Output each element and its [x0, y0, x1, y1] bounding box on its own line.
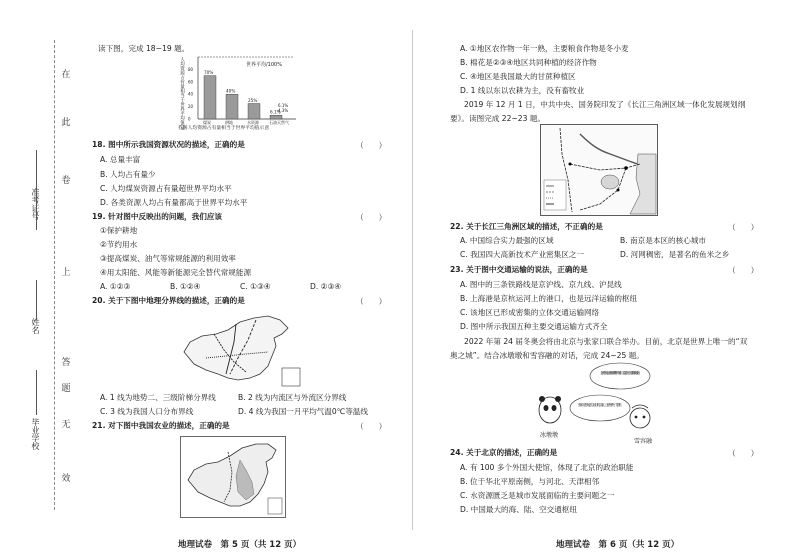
lake — [601, 175, 619, 189]
q19-option-b: B. ①②④ — [170, 282, 201, 291]
y-tick-label: 20 — [188, 104, 194, 110]
map-figure — [176, 312, 304, 390]
lantern-eye — [635, 416, 638, 419]
y-tick-label: 60 — [188, 79, 194, 85]
mascot-1-label: 冰墩墩 — [540, 432, 559, 439]
q24-option-d: D. 中国最大的海、陆、空交通枢纽 — [460, 505, 577, 514]
intro-22-23-line1: 2019 年 12 月 1 日，中共中央、国务院印发了《长江三角洲区域一体化发展规划纲 — [464, 100, 746, 109]
answer-slot-22[interactable]: （ ） — [728, 223, 759, 232]
question-20-stem: 20. 关于下图中地理分界线的描述，正确的是 — [92, 296, 245, 305]
intro-24-25-line1: 2022 年第 24 届冬奥会将由北京与张家口联合举办。目前，北京是世界上唯一的“双 — [464, 337, 748, 346]
category-label: 石油天然气 — [269, 120, 289, 125]
china-boundary-map — [176, 312, 304, 390]
bar — [248, 104, 260, 120]
q20-option-d: D. 4 线为我国一月平均气温0℃等温线 — [238, 407, 368, 416]
q18-option-b: B. 人均占有量少 — [100, 170, 156, 179]
margin-label: 效 — [61, 474, 71, 484]
mascot-2-label: 雪容融 — [634, 438, 653, 445]
q21-option-b: B. 棉花是②③④地区共同种植的经济作物 — [460, 58, 597, 67]
q19-item-2: ②节约用水 — [100, 240, 138, 249]
q18-option-a: A. 总量丰富 — [100, 155, 141, 164]
lantern-eye — [643, 416, 646, 419]
q22-option-b: B. 南京是本区的核心城市 — [620, 236, 706, 245]
bar — [226, 94, 238, 119]
city-dot — [569, 163, 572, 166]
map-figure — [540, 124, 658, 216]
school-field[interactable] — [36, 370, 37, 415]
margin-label: 上 — [61, 268, 71, 278]
q19-item-3: ③提高煤炭、油气等常规能源的利用效率 — [100, 254, 236, 263]
map-legend — [544, 180, 566, 210]
q20-option-b: B. 2 线为内流区与外流区分界线 — [238, 393, 347, 402]
exam-number-field[interactable] — [36, 150, 37, 230]
south-sea-inset — [282, 368, 300, 386]
answer-slot-21[interactable]: （ ） — [356, 422, 387, 431]
q19-option-a: A. ①②③ — [100, 282, 131, 291]
name-label: 姓名 — [31, 318, 40, 334]
panda-ear — [555, 396, 561, 402]
q24-option-b: B. 位于华北平原南侧，与河北、天津相邻 — [460, 477, 600, 486]
answer-slot-23[interactable]: （ ） — [728, 266, 759, 275]
question-23-stem: 23. 关于图中交通运输的说法，正确的是 — [450, 265, 588, 274]
y-tick-label: 0 — [188, 116, 191, 122]
bar-value-label: 70% — [204, 70, 214, 76]
q20-option-a: A. 1 线为地势二、三级阶梯分界线 — [100, 393, 216, 402]
margin-label: 无 — [61, 420, 71, 430]
q24-option-c: C. 水资源匮乏是城市发展面临的主要问题之一 — [460, 491, 615, 500]
footer-page-6: 地理试卷 第 6 页（共 12 页） — [556, 540, 680, 550]
q22-option-a: A. 中国综合实力最强的区域 — [460, 236, 554, 245]
question-18-stem: 18. 图中所示我国资源状况的描述，正确的是 — [92, 140, 245, 149]
bar-value-label: 6.1% — [270, 109, 281, 115]
cut-line — [54, 40, 55, 510]
category-label: 水资源 — [247, 120, 259, 125]
intro-22-23-line2: 要》。读图完成 22~23 题。 — [450, 114, 546, 123]
margin-label: 在 — [61, 70, 71, 80]
lantern-mascot — [630, 408, 650, 428]
city-dot — [624, 166, 628, 170]
question-24-stem: 24. 关于北京的描述，正确的是 — [450, 448, 558, 457]
bar-value-label: 40% — [226, 88, 236, 94]
y-tick-label: 40 — [188, 91, 194, 97]
q23-option-c: C. 该地区已形成密集的立体交通运输网络 — [460, 308, 600, 317]
answer-slot-18[interactable]: （ ） — [356, 141, 387, 150]
category-label: 煤炭 — [203, 120, 211, 125]
q19-option-c: C. ①③④ — [240, 282, 271, 291]
name-field[interactable] — [36, 280, 37, 320]
lantern-top — [632, 405, 648, 408]
intro-18-19: 读下图，完成 18~19 题。 — [98, 44, 190, 53]
question-21-stem: 21. 对下图中我国农业的描述，正确的是 — [92, 421, 230, 430]
bar — [204, 76, 216, 119]
q18-option-c: C. 人均煤炭资源占有量超世界平均水平 — [100, 184, 232, 193]
y-tick-label: 80 — [188, 66, 194, 72]
south-sea-inset — [268, 498, 282, 514]
panda-eye — [544, 405, 549, 411]
q23-option-a: A. 图中的三条铁路线是京沪线、京九线、沪昆线 — [460, 280, 622, 289]
question-22-stem: 22. 关于长江三角洲区域的描述，不正确的是 — [450, 222, 603, 231]
map-figure — [180, 436, 286, 518]
bubble-2-text: 张家口是冬奥会雪上项目的主赛区，这里冬季冷，雪期长 — [578, 403, 622, 407]
margin-label: 答 — [61, 358, 71, 368]
world-avg-label: 世界平均/100% — [246, 62, 282, 68]
bar-value-label: 25% — [248, 98, 258, 103]
panda-ear — [539, 396, 545, 402]
q24-option-a: A. 有 100 多个外国大使馆，体现了北京的政治职能 — [460, 463, 634, 472]
q23-option-d: D. 图中所示我国五种主要交通运输方式齐全 — [460, 322, 608, 331]
q19-option-d: D. ②③④ — [310, 282, 342, 291]
page-divider — [412, 30, 413, 530]
yangtze-delta-map — [540, 124, 658, 216]
q23-option-b: B. 上海港是京杭运河上的港口，也是远洋运输的枢纽 — [460, 294, 638, 303]
q18-option-d: D. 各类资源人均占有量都高于世界平均水平 — [100, 198, 248, 207]
q21-option-c: C. ④地区是我国最大的甘蔗种植区 — [460, 72, 576, 81]
margin-label: 卷 — [61, 176, 71, 186]
answer-slot-19[interactable]: （ ） — [356, 213, 387, 222]
margin-label: 题 — [61, 384, 71, 394]
q22-option-c: C. 我国四大高新技术产业密集区之一 — [460, 250, 585, 259]
speech-bubble-1 — [590, 363, 650, 389]
margin-label: 此 — [61, 118, 71, 128]
q22-option-d: D. 河网稠密，是著名的鱼米之乡 — [620, 250, 730, 259]
q19-item-1: ①保护耕地 — [100, 226, 138, 235]
city-dot — [617, 189, 620, 192]
q21-option-a: A. ①地区农作物一年一熟，主要粮食作物是冬小麦 — [460, 44, 629, 53]
panda-eye — [552, 405, 557, 411]
exam-number-label: 准考证号 — [31, 188, 40, 220]
speech-bubble-2 — [570, 395, 630, 421]
bar — [270, 115, 282, 119]
bubble-1-text: 北京是冬奥会比赛场馆最集中的城市，这得益于北京完善的基础设施 — [600, 371, 640, 375]
chart-caption: 我国人均资源占有量相当于世界平均值示意 — [178, 126, 270, 131]
answer-slot-20[interactable]: （ ） — [356, 297, 387, 306]
extra-value-label: 4.3% — [278, 108, 289, 113]
agriculture-map — [180, 436, 286, 518]
q21-option-d: D. 1 线以东以农耕为主，没有畜牧业 — [460, 86, 585, 95]
question-19-stem: 19. 针对图中反映出的问题，我们应该 — [92, 212, 223, 221]
extra-value-label: 6.1% — [278, 103, 289, 108]
intro-24-25-line2: 奥之城”。结合冰墩墩和雪容融的对话，完成 24~25 题。 — [450, 351, 644, 360]
q19-item-4: ④用太阳能、风能等新能源完全替代常规能源 — [100, 268, 252, 277]
category-label: 耕地 — [225, 120, 233, 125]
resource-chart — [176, 51, 298, 131]
answer-slot-24[interactable]: （ ） — [728, 449, 759, 458]
school-label: 毕业学校 — [31, 418, 40, 450]
resource-bar-chart — [176, 51, 298, 131]
chart-y-label: 人均资源占有量相当于世界平均值/% — [179, 57, 185, 131]
q20-option-c: C. 3 线为我国人口分布界线 — [100, 407, 194, 416]
footer-page-5: 地理试卷 第 5 页（共 12 页） — [178, 540, 302, 550]
